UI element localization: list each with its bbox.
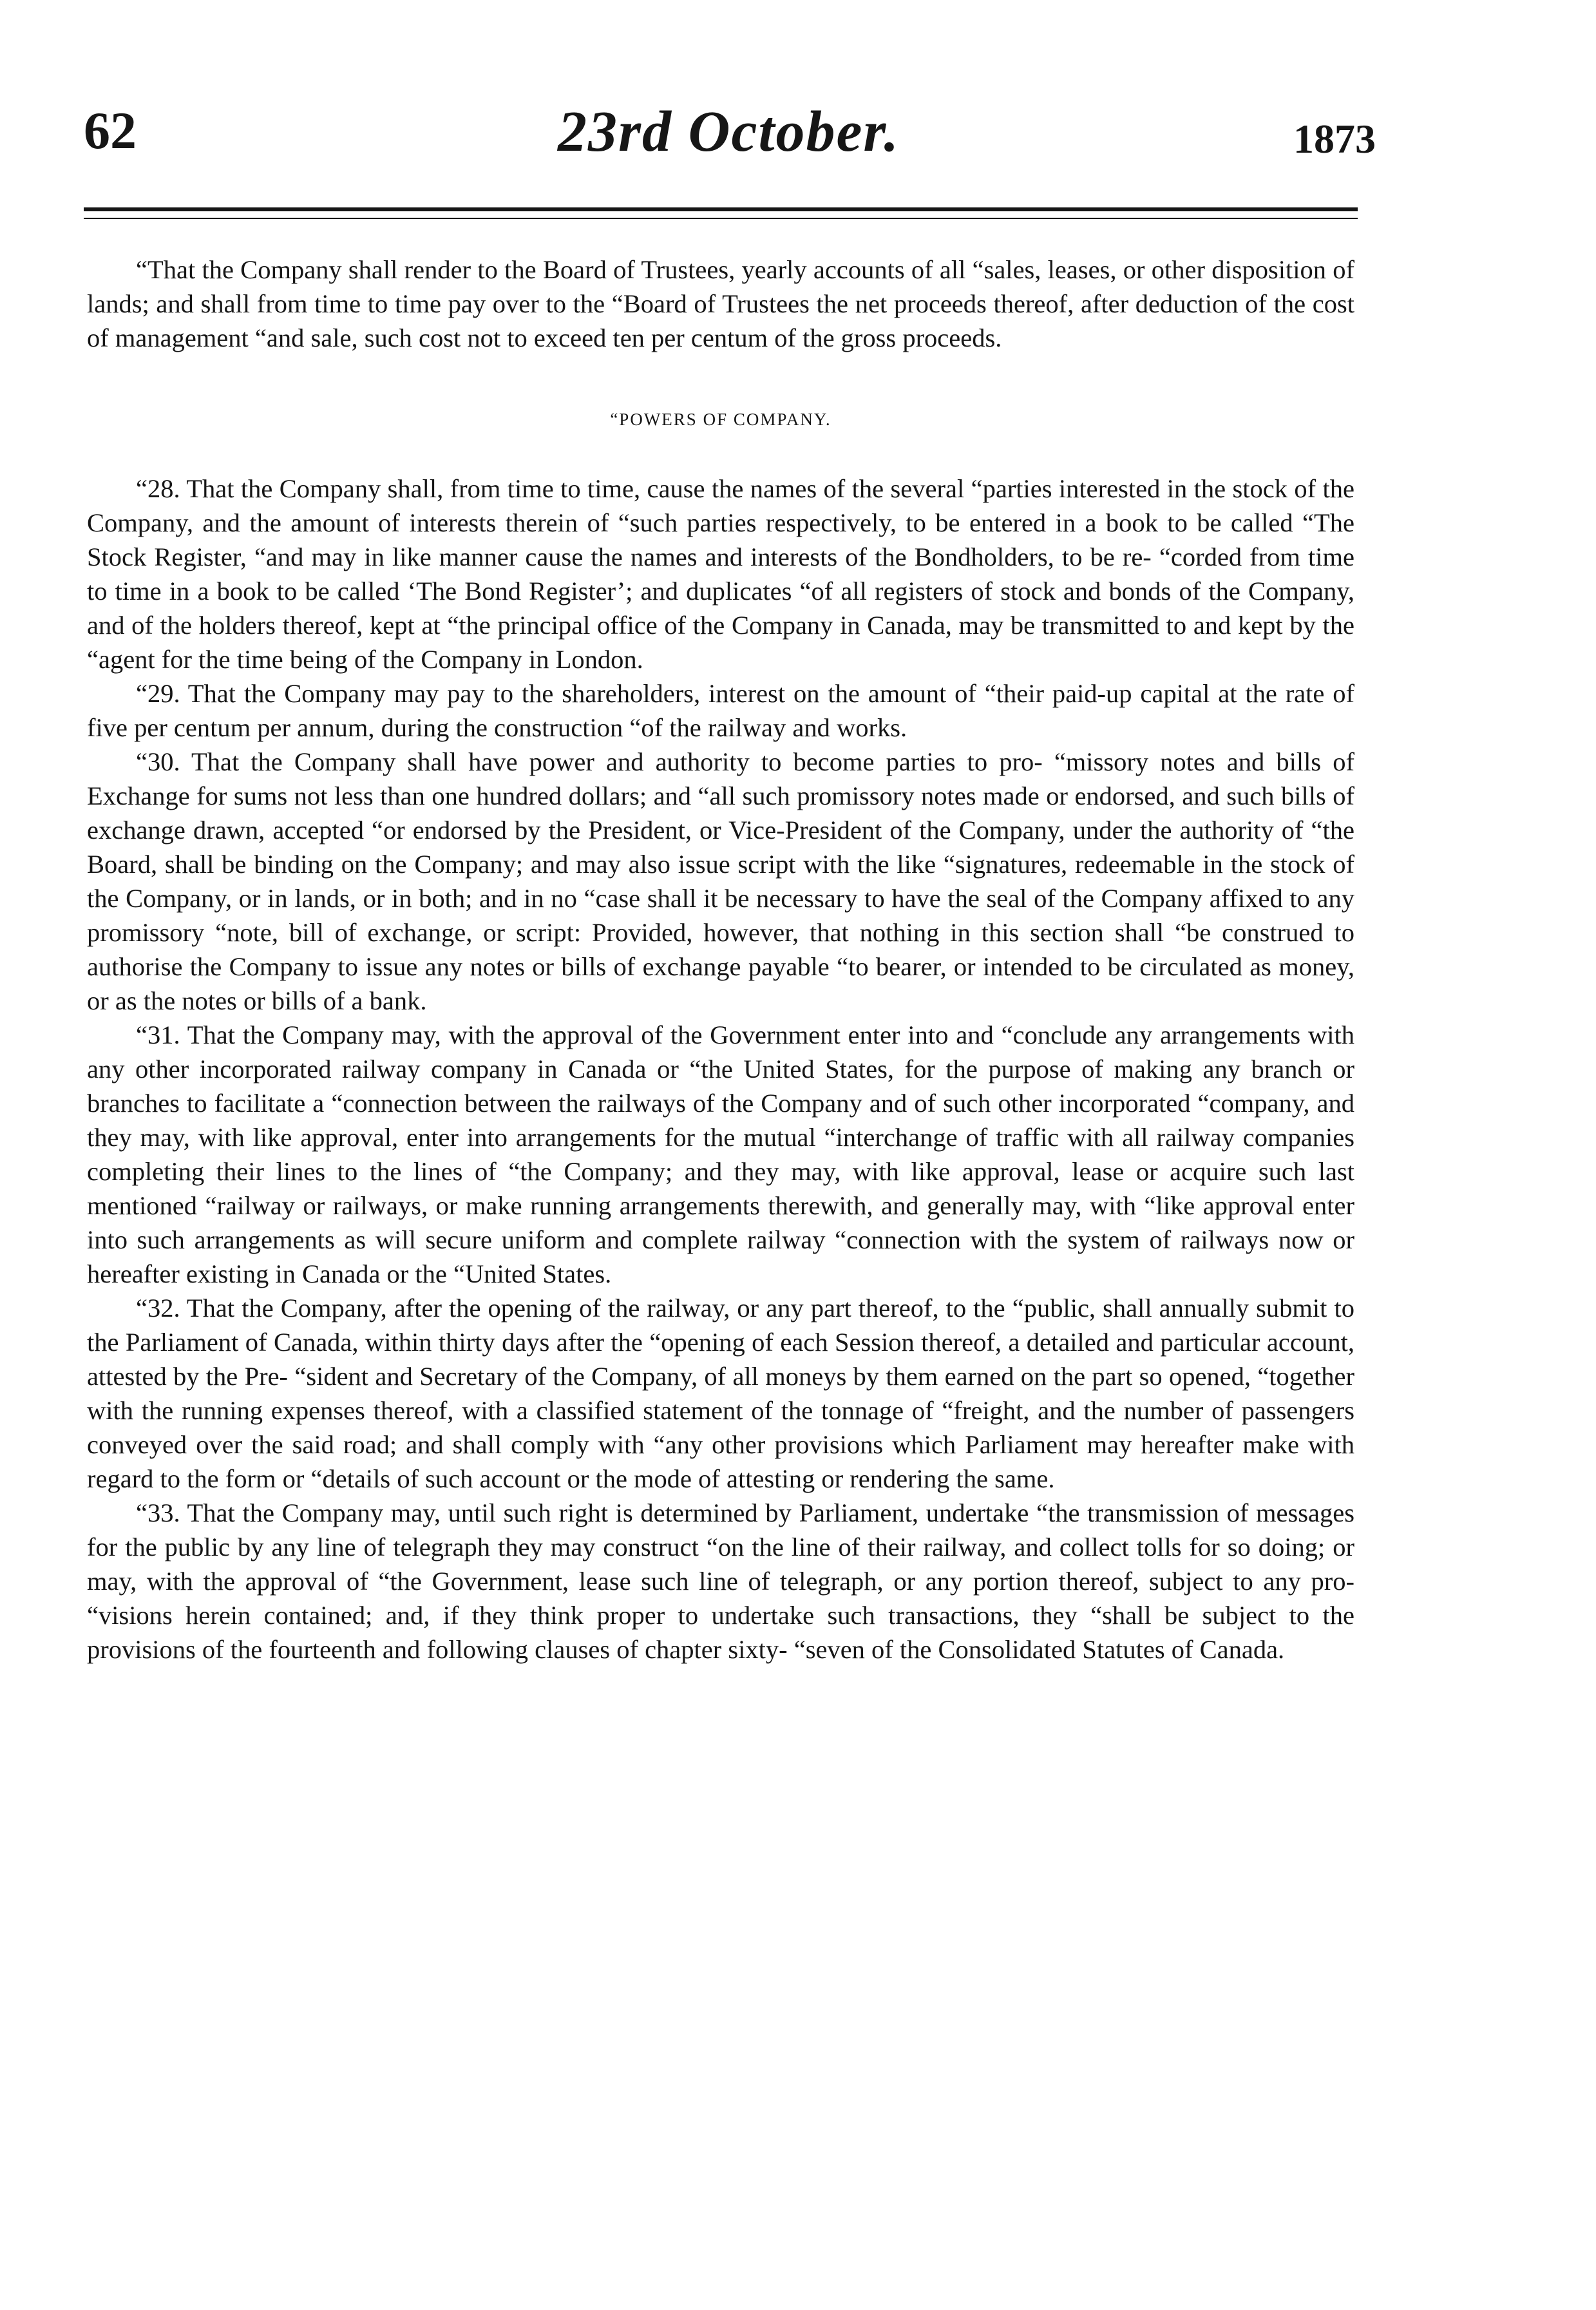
- clause-28: “28. That the Company shall, from time to time, cause the names of the several “parties interested in the stock of the Company, and the amount of interests therein of “such parties respectively, to be entered in a book to be called “The Stock Register, “and may in like manner cause the names and interests of the Bondholders, to be re- “corded from time to time in a book to be called ‘The Bond Register’; and duplicates “of all registers of stock and bonds of the Company, and of the holders thereof, kept at “the principal office of the Company in Canada, may be transmitted to and kept by the “agent for the time being of the Company in London.: [87, 474, 1354, 674]
- header-rule-thin: [84, 218, 1358, 219]
- running-head-date: 23rd October.: [558, 100, 900, 164]
- clause-33: “33. That the Company may, until such right is determined by Parliament, undertake “the transmission of messages for the public by any line of telegraph they may construct “on the line of their railway, and collect tolls for so doing; or may, with the approval of “the Government, lease such line of telegraph, or any portion thereof, subject to any pro- “visions herein contained; and, if they think proper to undertake such transactions, they “shall be subject to the provisions of the fourteenth and following clauses of chapter sixty- “seven of the Consolidated Statutes of Canada.: [87, 1498, 1354, 1664]
- clause-31: “31. That the Company may, with the approval of the Government enter into and “conclude any arrangements with any other incorporated railway company in Canada or “the United States, for the purpose of making any branch or branches to facilitate a “connection between the railways of the Company and of such other incorporated “company, and they may, with like approval, enter into arrangements for the mutual “interchange of traffic with all railway companies completing their lines to the lines of “the Company; and they may, with like approval, lease or acquire such last mentioned “railway or railways, or make running arrangements therewith, and generally may, with “like approval enter into such arrangements as will secure uniform and complete railway “connection with the system of railways now or hereafter existing in Canada or the “United States.: [87, 1020, 1354, 1288]
- running-head-year: 1873: [1293, 116, 1376, 162]
- page-number: 62: [84, 101, 137, 160]
- document-body: [87, 253, 1354, 1666]
- clause-30: “30. That the Company shall have power and authority to become parties to pro- “missory notes and bills of Exchange for sums not less than one hundred dollars; and “all such promissory notes made or endorsed, and such bills of exchange drawn, accepted “or endorsed by the President, or Vice-President of the Company, under the authority of “the Board, shall be binding on the Company; and may also issue script with the like “signatures, redeemable in the stock of the Company, or in lands, or in both; and in no “case shall it be necessary to have the seal of the Company affixed to any promissory “note, bill of exchange, or script: Provided, however, that nothing in this section shall “be construed to authorise the Company to issue any notes or bills of exchange payable “to bearer, or intended to be circulated as money, or as the notes or bills of a bank.: [87, 747, 1354, 1015]
- clause-29: “29. That the Company may pay to the shareholders, interest on the amount of “their paid-up capital at the rate of five per centum per annum, during the construction “of the railway and works.: [87, 679, 1354, 742]
- clause-32: “32. That the Company, after the opening of the railway, or any part thereof, to the “public, shall annually submit to the Parliament of Canada, within thirty days after the “opening of each Session thereof, a detailed and particular account, attested by the Pre- “sident and Secretary of the Company, of all moneys by them earned on the part so opened, “together with the running expenses thereof, with a classified statement of the tonnage of “freight, and the number of passengers conveyed over the said road; and shall comply with “any other provisions which Parliament may hereafter make with regard to the form or “details of such account or the mode of attesting or rendering the same.: [87, 1293, 1354, 1493]
- paragraph-intro: “That the Company shall render to the Board of Trustees, yearly accounts of all “sales, leases, or other disposition of lands; and shall from time to time pay over to the “Board of Trustees the net proceeds thereof, after deduction of the cost of management “and sale, such cost not to exceed ten per centum of the gross proceeds.: [87, 255, 1354, 352]
- section-heading: “POWERS OF COMPANY.: [610, 410, 831, 429]
- header-rule-thick: [84, 207, 1358, 211]
